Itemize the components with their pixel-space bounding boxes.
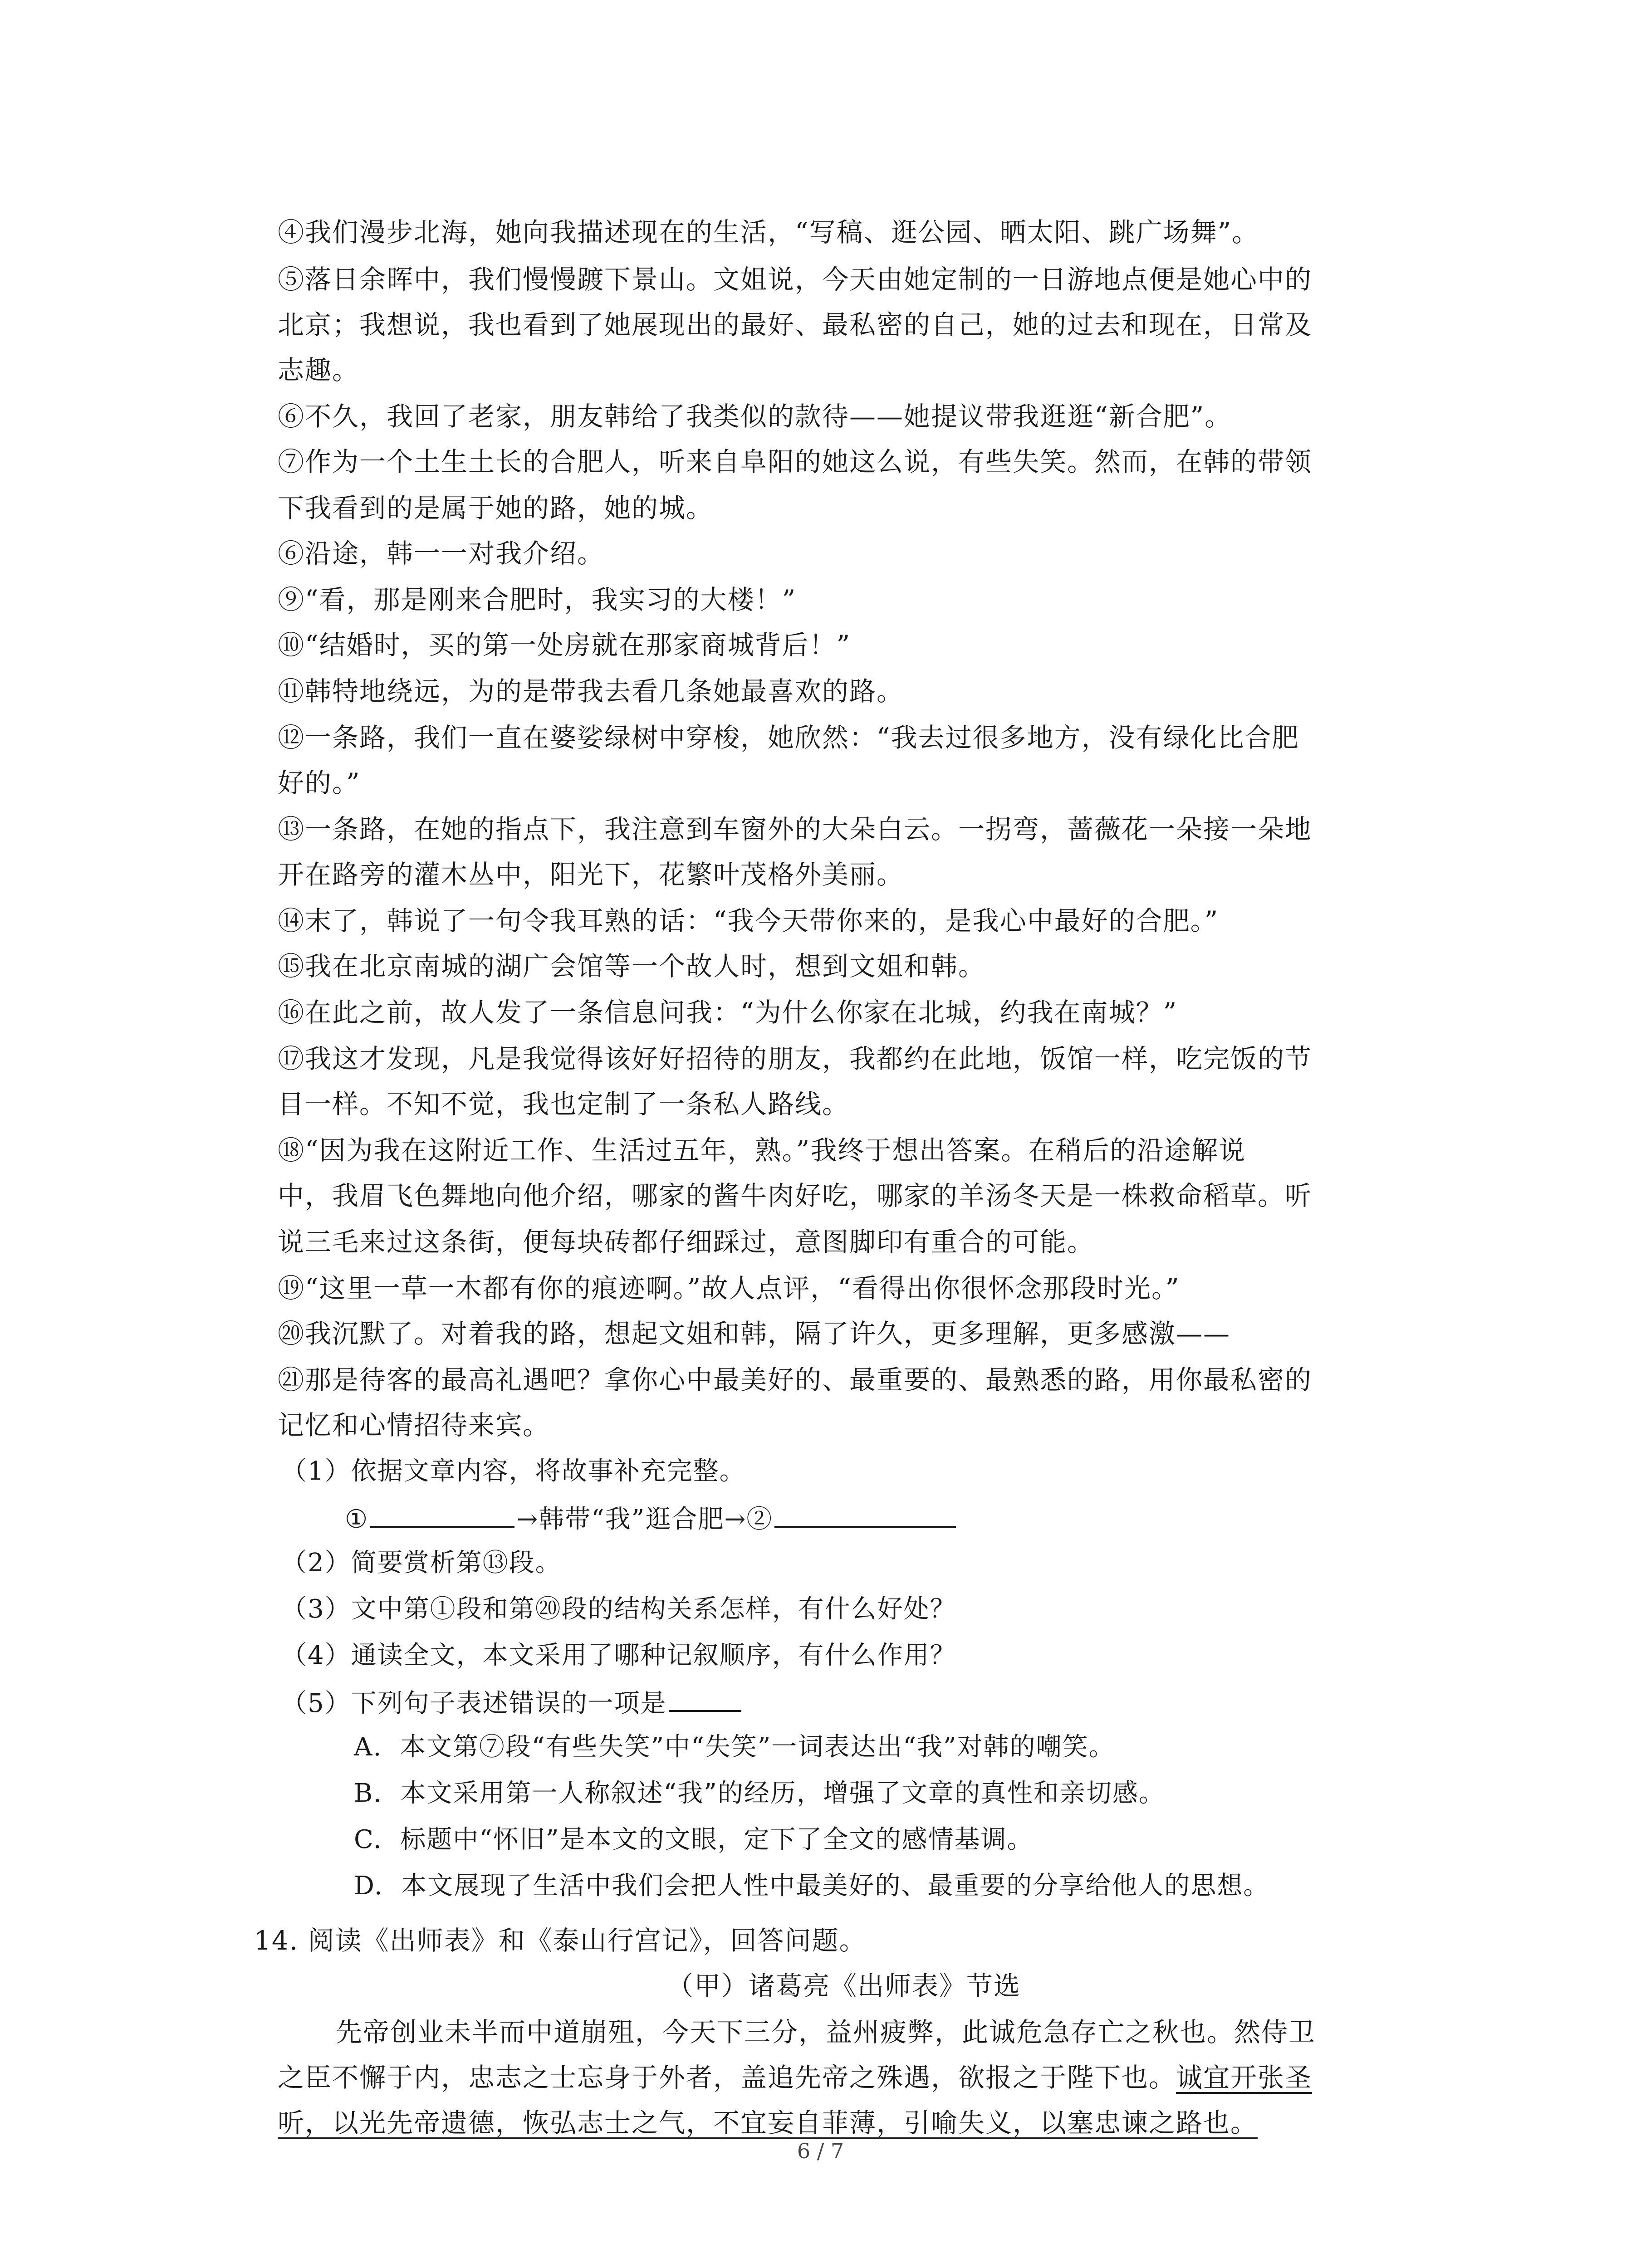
question-14-title: 14. 阅读《出师表》和《泰山行宫记》，回答问题。 (254, 1925, 867, 1956)
passage-jia-line-1: 先帝创业未半而中道崩殂，今天下三分，益州疲弊，此诚危急存亡之秋也。然侍卫 (336, 2017, 1316, 2048)
paragraph-13-line-2: 开在路旁的灌木丛中，阳光下，花繁叶茂格外美丽。 (278, 859, 904, 890)
passage-jia-line-2 (278, 2059, 1312, 2096)
paragraph-21-line-1: ㉑那是待客的最高礼遇吧？拿你心中最美好的、最重要的、最熟悉的路，用你最私密的 (278, 1364, 1313, 1395)
paragraph-20: ⑳我沉默了。对着我的路，想起文姐和韩，隔了许久，更多理解，更多感激—— (278, 1318, 1231, 1349)
paragraph-11: ⑪韩特地绕远，为的是带我去看几条她最喜欢的路。 (278, 676, 904, 707)
paragraph-7-line-2: 下我看到的是属于她的路，她的城。 (278, 493, 714, 523)
question-3: （3）文中第①段和第⑳段的结构关系怎样，有什么好处？ (281, 1594, 956, 1624)
paragraph-18-line-3: 说三毛来过这条街，便每块砖都仔细踩过，意图脚印有重合的可能。 (278, 1227, 1095, 1257)
paragraph-17-line-2: 目一样。不知不觉，我也定制了一条私人路线。 (278, 1089, 850, 1119)
story-chain-middle: →韩带“我”逛合肥→② (516, 1505, 773, 1534)
paragraph-6: ⑥不久，我回了老家，朋友韩给了我类似的款待——她提议带我逛逛“新合肥”。 (278, 401, 1232, 432)
passage-jia-line-3 (278, 2105, 1258, 2141)
paragraph-10: ⑩“结婚时，买的第一处房就在那家商城背后！” (278, 630, 851, 660)
question-1-story-chain (345, 1500, 958, 1538)
paragraph-18-line-1: ⑱“因为我在这附近工作、生活过五年，熟。”我终于想出答案。在稍后的沿途解说 (278, 1135, 1246, 1166)
underlined-sentence-start: 诚宜开张圣 (1176, 2062, 1313, 2093)
paragraph-15: ⑮我在北京南城的湖广会馆等一个故人时，想到文姐和韩。 (278, 951, 986, 982)
passage-jia-subtitle: （甲）诸葛亮《出师表》节选 (667, 1970, 1021, 2001)
passage-jia-line-2-plain: 之臣不懈于内，忠志之士忘身于外者，盖追先帝之殊遇，欲报之于陛下也。 (278, 2062, 1176, 2093)
question-5 (281, 1684, 743, 1722)
option-c: C. 标题中“怀旧”是本文的文眼，定下了全文的感情基调。 (354, 1825, 1034, 1854)
blank-1-label: ① (345, 1505, 369, 1534)
paragraph-4: ④我们漫步北海，她向我描述现在的生活，“写稿、逛公园、晒太阳、跳广场舞”。 (278, 217, 1259, 248)
paragraph-12-line-2: 好的。” (278, 767, 361, 798)
paragraph-9: ⑨“看，那是刚来合肥时，我实习的大楼！” (278, 584, 797, 615)
paragraph-21-line-2: 记忆和心情招待来宾。 (278, 1410, 550, 1441)
paragraph-5-line-2: 北京；我想说，我也看到了她展现出的最好、最私密的自己，她的过去和现在，日常及 (278, 309, 1313, 340)
paragraph-5-line-3: 志趣。 (278, 355, 360, 386)
paragraph-5-line-1: ⑤落日余晖中，我们慢慢踱下景山。文姐说，今天由她定制的一日游地点便是她心中的 (278, 264, 1313, 295)
option-a: A. 本文第⑦段“有些失笑”中“失笑”一词表达出“我”对韩的嘲笑。 (354, 1732, 1115, 1762)
paragraph-12-line-1: ⑫一条路，我们一直在婆娑绿树中穿梭，她欣然：“我去过很多地方，没有绿化比合肥 (278, 722, 1299, 753)
page-number: 6 / 7 (797, 2139, 844, 2163)
paragraph-16: ⑯在此之前，故人发了一条信息问我：“为什么你家在北城，约我在南城？” (278, 997, 1178, 1028)
answer-blank-1[interactable] (370, 1500, 514, 1528)
paragraph-13-line-1: ⑬一条路，在她的指点下，我注意到车窗外的大朵白云。一拐弯，蔷薇花一朵接一朵地 (278, 814, 1313, 845)
question-2: （2）简要赏析第⑬段。 (281, 1548, 562, 1578)
paragraph-18-line-2: 中，我眉飞色舞地向他介绍，哪家的酱牛肉好吃，哪家的羊汤冬天是一株救命稻草。听 (278, 1180, 1313, 1211)
paragraph-7-line-1: ⑦作为一个土生土长的合肥人，听来自阜阳的她这么说，有些失笑。然而，在韩的带领 (278, 446, 1313, 477)
paragraph-8: ⑥沿途，韩一一对我介绍。 (278, 538, 605, 569)
answer-blank-2[interactable] (774, 1500, 956, 1528)
answer-blank-5[interactable] (669, 1684, 741, 1712)
paragraph-19: ⑲“这里一草一木都有你的痕迹啊。”故人点评，“看得出你很怀念那段时光。” (278, 1273, 1180, 1304)
question-4: （4）通读全文，本文采用了哪种记叙顺序，有什么作用？ (281, 1641, 956, 1670)
question-5-text: （5）下列句子表述错误的一项是 (281, 1689, 667, 1718)
paragraph-17-line-1: ⑰我这才发现，凡是我觉得该好好招待的朋友，我都约在此地，饭馆一样，吃完饭的节 (278, 1043, 1313, 1074)
paragraph-14: ⑭末了，韩说了一句令我耳熟的话：“我今天带你来的，是我心中最好的合肥。” (278, 905, 1219, 936)
question-1: （1）依据文章内容，将故事补充完整。 (281, 1457, 746, 1486)
underlined-sentence-end: 听，以光先帝遗德，恢弘志士之气，不宜妄自菲薄，引喻失义，以塞忠谏之路也。 (278, 2107, 1258, 2138)
option-b: B. 本文采用第一人称叙述“我”的经历，增强了文章的真性和亲切感。 (354, 1779, 1165, 1808)
option-d: D. 本文展现了生活中我们会把人性中最美好的、最重要的分享给他人的思想。 (354, 1871, 1270, 1901)
